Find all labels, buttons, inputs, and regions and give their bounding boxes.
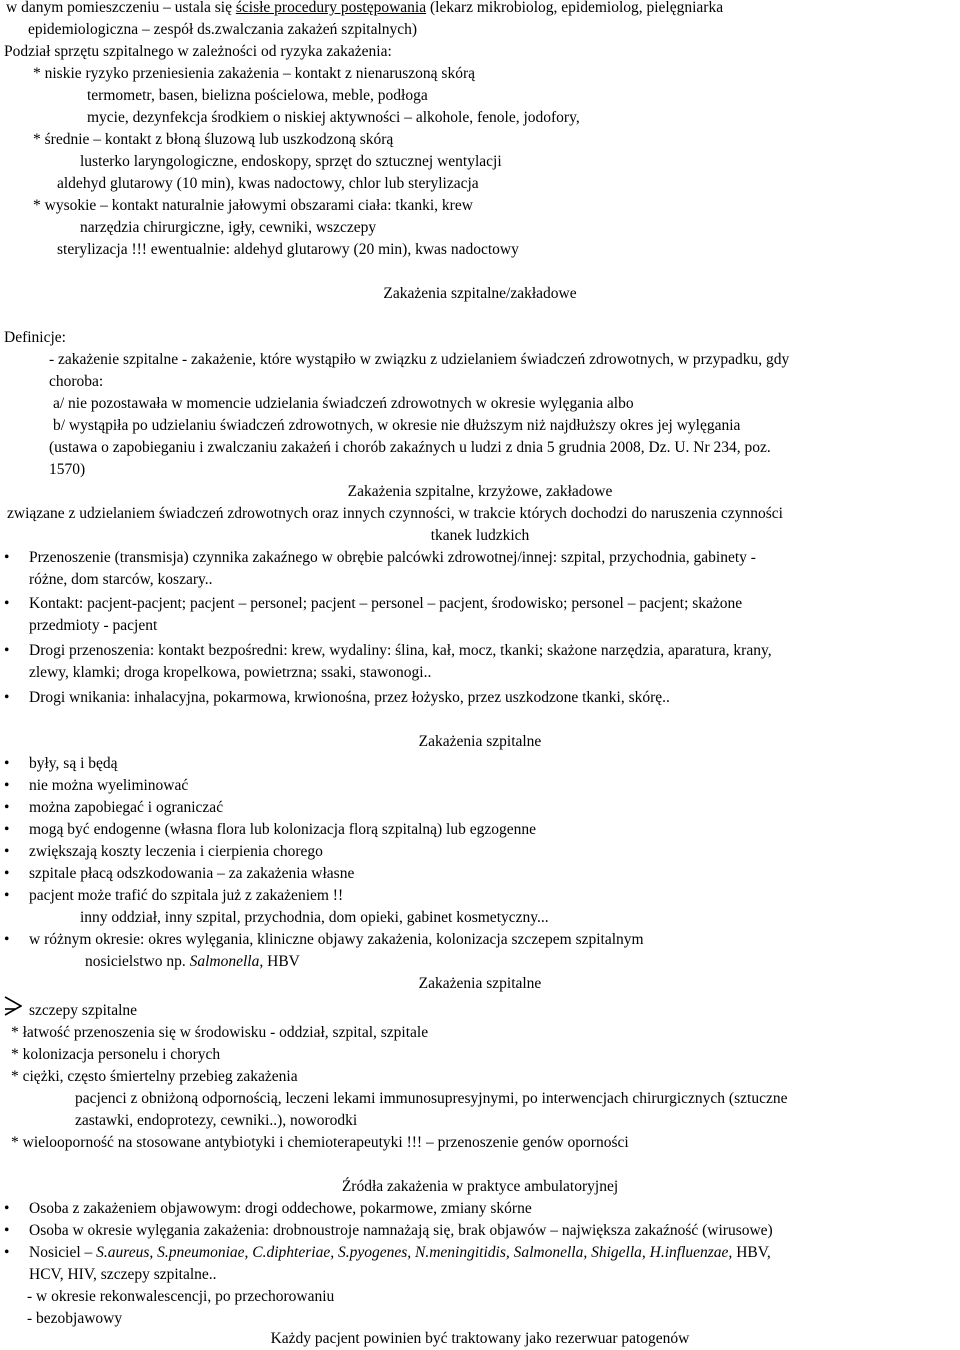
list-item: Drogi wnikania: inhalacyjna, pokarmowa, krwionośna, przez łożysko, przez uszkodzone tkanki, skórę.. <box>29 689 670 706</box>
section-heading: Źródła zakażenia w praktyce ambulatoryjnej <box>341 1178 619 1195</box>
list-item: były, są i będą <box>29 755 118 772</box>
list-item-continuation: przedmioty - pacjent <box>29 617 158 634</box>
text-line: * łatwość przenoszenia się w środowisku - oddział, szpital, szpitale <box>11 1024 429 1041</box>
list-item-continuation: zlewy, klamki; droga kropelkowa, powietrzna; ssaki, stawonogi.. <box>29 664 432 681</box>
closing-statement: Każdy pacjent powinien być traktowany jako rezerwuar patogenów <box>270 1330 690 1347</box>
bullet-icon: • <box>4 595 10 612</box>
list-item: Osoba z zakażeniem objawowym: drogi oddechowe, pokarmowe, zmiany skórne <box>29 1200 532 1217</box>
text-line: * ciężki, często śmiertelny przebieg zakażenia <box>11 1068 298 1085</box>
text-line: związane z udzielaniem świadczeń zdrowotnych oraz innych czynności, w trakcie których dochodzi do naruszenia czynności <box>7 505 783 522</box>
list-item: można zapobiegać i ograniczać <box>29 799 224 816</box>
list-item: szpitale płacą odszkodowania – za zakażenia własne <box>29 865 355 882</box>
text-line: - w okresie rekonwalescencji, po przechorowaniu <box>27 1288 335 1305</box>
bullet-icon: • <box>4 799 10 816</box>
text-line: choroba: <box>49 373 104 390</box>
list-item: Osoba w okresie wylęgania zakażenia: drobnoustroje namnażają się, brak objawów – największa zakaźność (wirusowe) <box>29 1222 773 1239</box>
bullet-icon: • <box>4 931 10 948</box>
text-line <box>85 951 300 973</box>
section-heading: Zakażenia szpitalne, krzyżowe, zakładowe <box>347 483 613 500</box>
bullet-icon: • <box>4 843 10 860</box>
text-line <box>6 0 723 19</box>
text-line: * wielooporność na stosowane antybiotyki i chemioterapeutyki !!! – przenoszenie genów oporności <box>11 1134 629 1151</box>
underlined-text: ścisłe procedury postępowania <box>235 0 427 16</box>
list-item: nie można wyeliminować <box>29 777 189 794</box>
list-item-continuation: HCV, HIV, szczepy szpitalne.. <box>29 1266 217 1283</box>
text-line: narzędzia chirurgiczne, igły, cewniki, wszczepy <box>80 219 377 236</box>
text-span: HBV <box>263 953 300 970</box>
bullet-icon: • <box>4 642 10 659</box>
list-item <box>29 1242 771 1264</box>
bullet-icon: • <box>4 1200 10 1217</box>
text-line: zastawki, endoprotezy, cewniki..), noworodki <box>75 1112 358 1129</box>
text-line: * kolonizacja personelu i chorych <box>11 1046 221 1063</box>
text-line: inny oddział, inny szpital, przychodnia, dom opieki, gabinet kosmetyczny... <box>80 909 549 926</box>
text-line: Definicje: <box>4 329 66 346</box>
text-line: * średnie – kontakt z błoną śluzową lub uszkodzoną skórą <box>33 131 394 148</box>
text-line: epidemiologiczna – zespół ds.zwalczania zakażeń szpitalnych) <box>28 21 418 38</box>
bullet-icon: • <box>4 865 10 882</box>
text-line: aldehyd glutarowy (10 min), kwas nadoctowy, chlor lub sterylizacja <box>57 175 479 192</box>
list-item: w różnym okresie: okres wylęgania, kliniczne objawy zakażenia, kolonizacja szczepem szpitalnym <box>29 931 644 948</box>
text-line: tkanek ludzkich <box>430 527 530 544</box>
text-span: nosicielstwo np. <box>85 953 190 970</box>
list-item: szczepy szpitalne <box>29 1002 138 1019</box>
text-line: - bezobjawowy <box>27 1310 123 1327</box>
bullet-icon: • <box>4 1222 10 1239</box>
text-line: (ustawa o zapobieganiu i zwalczaniu zakażeń i chorób zakaźnych u ludzi z dnia 5 grudnia 2008, Dz. U. Nr 234, poz. <box>49 439 771 456</box>
text-span: w danym pomieszczeniu – ustala się <box>6 0 236 16</box>
text-line: mycie, dezynfekcja środkiem o niskiej aktywności – alkohole, fenole, jodofory, <box>87 109 580 126</box>
italic-text: S.aureus, S.pneumoniae, C.diphteriae, S.pyogenes, N.meningitidis, Salmonella, Shigella, H.influenzae, <box>96 1244 733 1261</box>
section-heading: Zakażenia szpitalne/zakładowe <box>383 285 577 302</box>
text-span: HBV, <box>732 1244 771 1261</box>
bullet-icon: • <box>4 777 10 794</box>
bullet-icon: • <box>4 821 10 838</box>
arrow-bullet-icon <box>4 996 22 1016</box>
text-line: 1570) <box>49 461 86 478</box>
text-line: - zakażenie szpitalne - zakażenie, które wystąpiło w związku z udzielaniem świadczeń zdrowotnych, w przypadku, gdy <box>49 351 790 368</box>
bullet-icon: • <box>4 549 10 566</box>
text-line: termometr, basen, bielizna pościelowa, meble, podłoga <box>87 87 428 104</box>
list-item: Drogi przenoszenia: kontakt bezpośredni: krew, wydaliny: ślina, kał, mocz, tkanki; skażone narzędzia, aparatura, krany, <box>29 642 772 659</box>
list-item: Kontakt: pacjent-pacjent; pacjent – personel; pacjent – personel – pacjent, środowisko; personel – pacjent; skażone <box>29 595 743 612</box>
text-line: * wysokie – kontakt naturalnie jałowymi obszarami ciała: tkanki, krew <box>33 197 473 214</box>
bullet-icon: • <box>4 689 10 706</box>
text-line: * niskie ryzyko przeniesienia zakażenia – kontakt z nienaruszoną skórą <box>33 65 475 82</box>
text-line: b/ wystąpiła po udzielaniu świadczeń zdrowotnych, w okresie nie dłuższym niż najdłuższy okres jej wylęgania <box>53 417 741 434</box>
list-item: mogą być endogenne (własna flora lub kolonizacja florą szpitalną) lub egzogenne <box>29 821 536 838</box>
bullet-icon: • <box>4 1244 10 1261</box>
list-item: pacjent może trafić do szpitala już z zakażeniem !! <box>29 887 344 904</box>
text-span: Nosiciel – <box>29 1244 97 1261</box>
list-item: Przenoszenie (transmisja) czynnika zakaźnego w obrębie palcówki zdrowotnej/innej: szpital, przychodnia, gabinety - <box>29 549 756 566</box>
section-heading: Zakażenia szpitalne <box>418 975 542 992</box>
text-line: pacjenci z obniżoną odpornością, leczeni lekami immunosupresyjnymi, po interwencjach chirurgicznych (sztuczne <box>75 1090 788 1107</box>
list-item-continuation: różne, dom starców, koszary.. <box>29 571 213 588</box>
text-line: a/ nie pozostawała w momencie udzielania świadczeń zdrowotnych w okresie wylęgania albo <box>53 395 634 412</box>
italic-text: Salmonella, <box>189 953 264 970</box>
bullet-icon: • <box>4 887 10 904</box>
text-span: (lekarz mikrobiolog, epidemiolog, pielęgniarka <box>426 0 724 16</box>
list-item: zwiększają koszty leczenia i cierpienia chorego <box>29 843 323 860</box>
text-line: sterylizacja !!! ewentualnie: aldehyd glutarowy (20 min), kwas nadoctowy <box>57 241 519 258</box>
text-line: lusterko laryngologiczne, endoskopy, sprzęt do sztucznej wentylacji <box>80 153 502 170</box>
bullet-icon: • <box>4 755 10 772</box>
text-line: Podział sprzętu szpitalnego w zależności od ryzyka zakażenia: <box>4 43 392 60</box>
section-heading: Zakażenia szpitalne <box>418 733 542 750</box>
